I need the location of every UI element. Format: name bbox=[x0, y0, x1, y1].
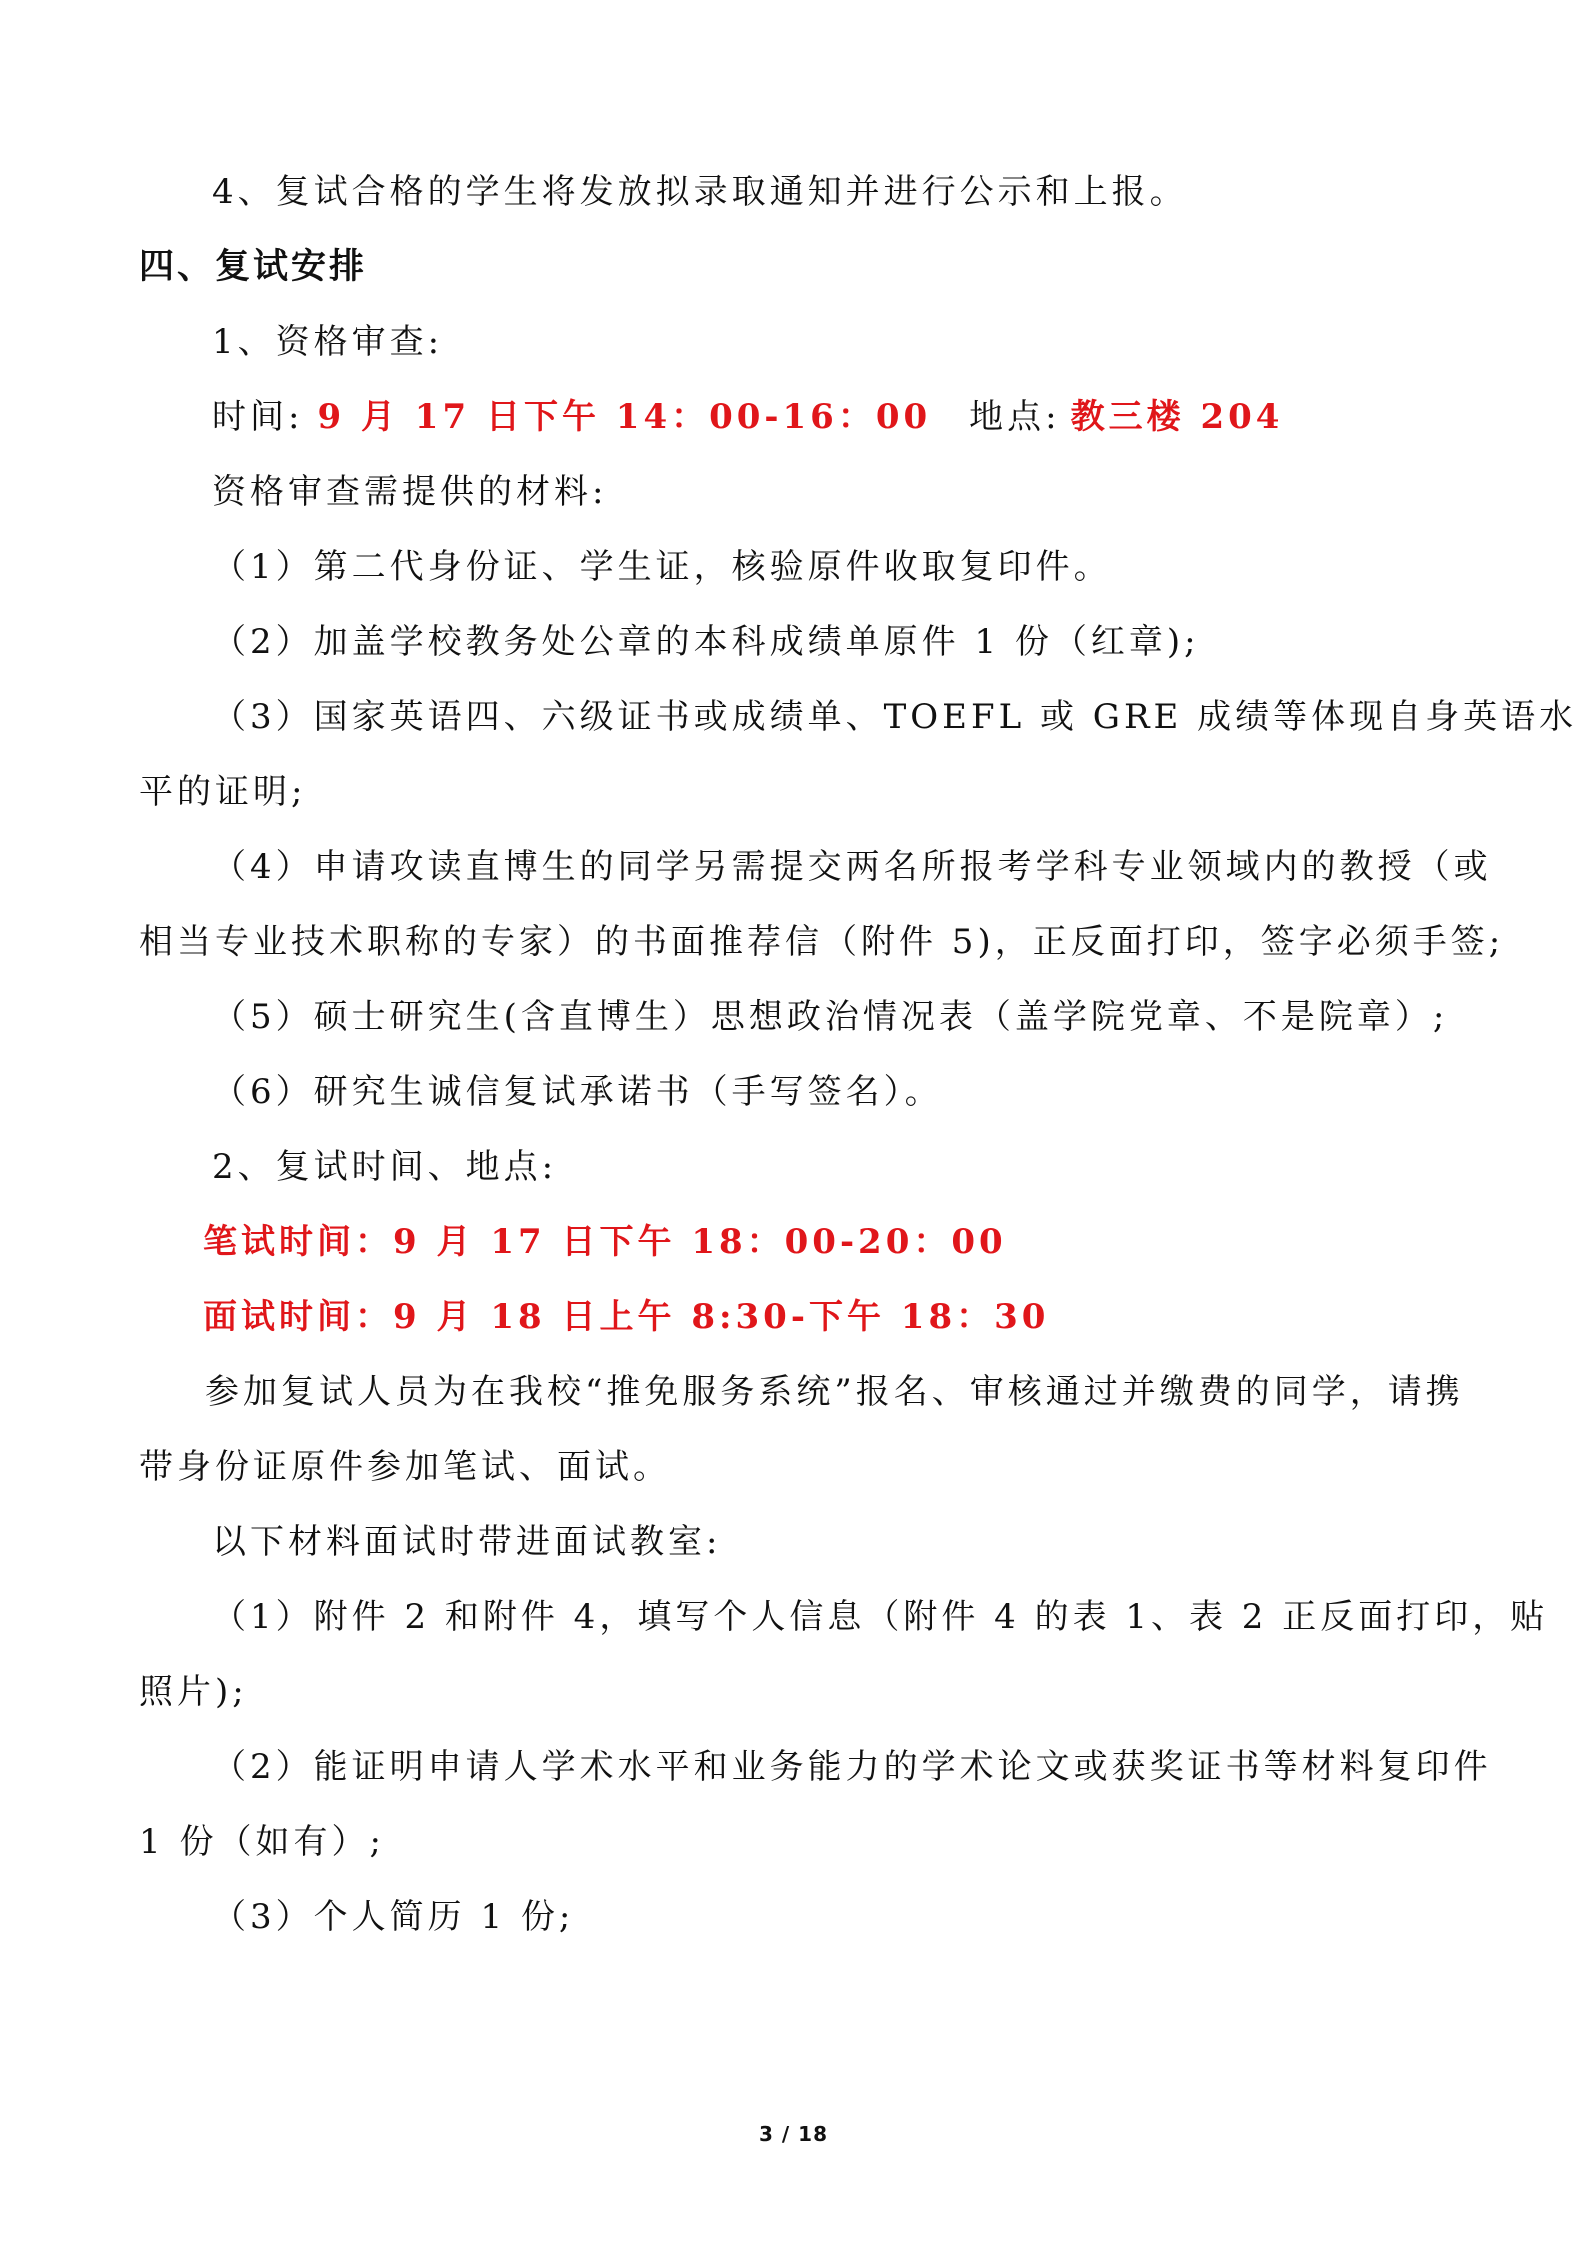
bring-item-1-continued: 照片); bbox=[139, 1672, 248, 1712]
materials-intro: 资格审查需提供的材料: bbox=[212, 472, 608, 512]
bring-item-2: （2）能证明申请人学术水平和业务能力的学术论文或获奖证书等材料复印件 bbox=[212, 1747, 1492, 1787]
material-item-3: （3）国家英语四、六级证书或成绩单、TOEFL 或 GRE 成绩等体现自身英语水 bbox=[212, 697, 1578, 737]
material-item-4-continued: 相当专业技术职称的专家）的书面推荐信（附件 5)，正反面打印，签字必须手签; bbox=[139, 922, 1505, 962]
attendance-note: 参加复试人员为在我校“推免服务系统”报名、审核通过并缴费的同学，请携 bbox=[205, 1372, 1464, 1412]
qual-place-value: 教三楼 204 bbox=[1070, 397, 1284, 437]
paragraph-result-notice: 4、复试合格的学生将发放拟录取通知并进行公示和上报。 bbox=[212, 172, 1188, 212]
material-item-6: （6）研究生诚信复试承诺书（手写签名）。 bbox=[212, 1072, 943, 1112]
interview-time: 面试时间：9 月 18 日上午 8:30-下午 18：30 bbox=[203, 1297, 1050, 1337]
material-item-3-continued: 平的证明; bbox=[139, 772, 307, 812]
material-item-2: （2）加盖学校教务处公章的本科成绩单原件 1 份（红章); bbox=[212, 622, 1200, 662]
bring-materials-intro: 以下材料面试时带进面试教室: bbox=[212, 1522, 722, 1562]
page-number: 3 / 18 bbox=[759, 2122, 828, 2146]
qual-place-label: 地点: bbox=[969, 397, 1061, 437]
qual-time-value: 9 月 17 日下午 14：00-16：00 bbox=[317, 397, 932, 437]
qual-time-label: 时间: bbox=[212, 397, 304, 437]
attendance-note-continued: 带身份证原件参加笔试、面试。 bbox=[139, 1447, 671, 1487]
bring-item-2-continued: 1 份（如有）; bbox=[139, 1822, 385, 1862]
qualification-title: 1、资格审查: bbox=[212, 322, 444, 362]
material-item-4: （4）申请攻读直博生的同学另需提交两名所报考学科专业领域内的教授（或 bbox=[212, 847, 1492, 887]
bring-item-1: （1）附件 2 和附件 4，填写个人信息（附件 4 的表 1、表 2 正反面打印，贴 bbox=[212, 1597, 1549, 1637]
exam-title: 2、复试时间、地点: bbox=[212, 1147, 558, 1187]
qualification-schedule bbox=[212, 395, 1283, 439]
section-heading: 四、复试安排 bbox=[139, 247, 368, 287]
written-exam-time: 笔试时间：9 月 17 日下午 18：00-20：00 bbox=[203, 1222, 1007, 1262]
material-item-5: （5）硕士研究生(含直博生）思想政治情况表（盖学院党章、不是院章）; bbox=[212, 997, 1449, 1037]
material-item-1: （1）第二代身份证、学生证，核验原件收取复印件。 bbox=[212, 547, 1112, 587]
bring-item-3: （3）个人简历 1 份; bbox=[212, 1897, 575, 1937]
